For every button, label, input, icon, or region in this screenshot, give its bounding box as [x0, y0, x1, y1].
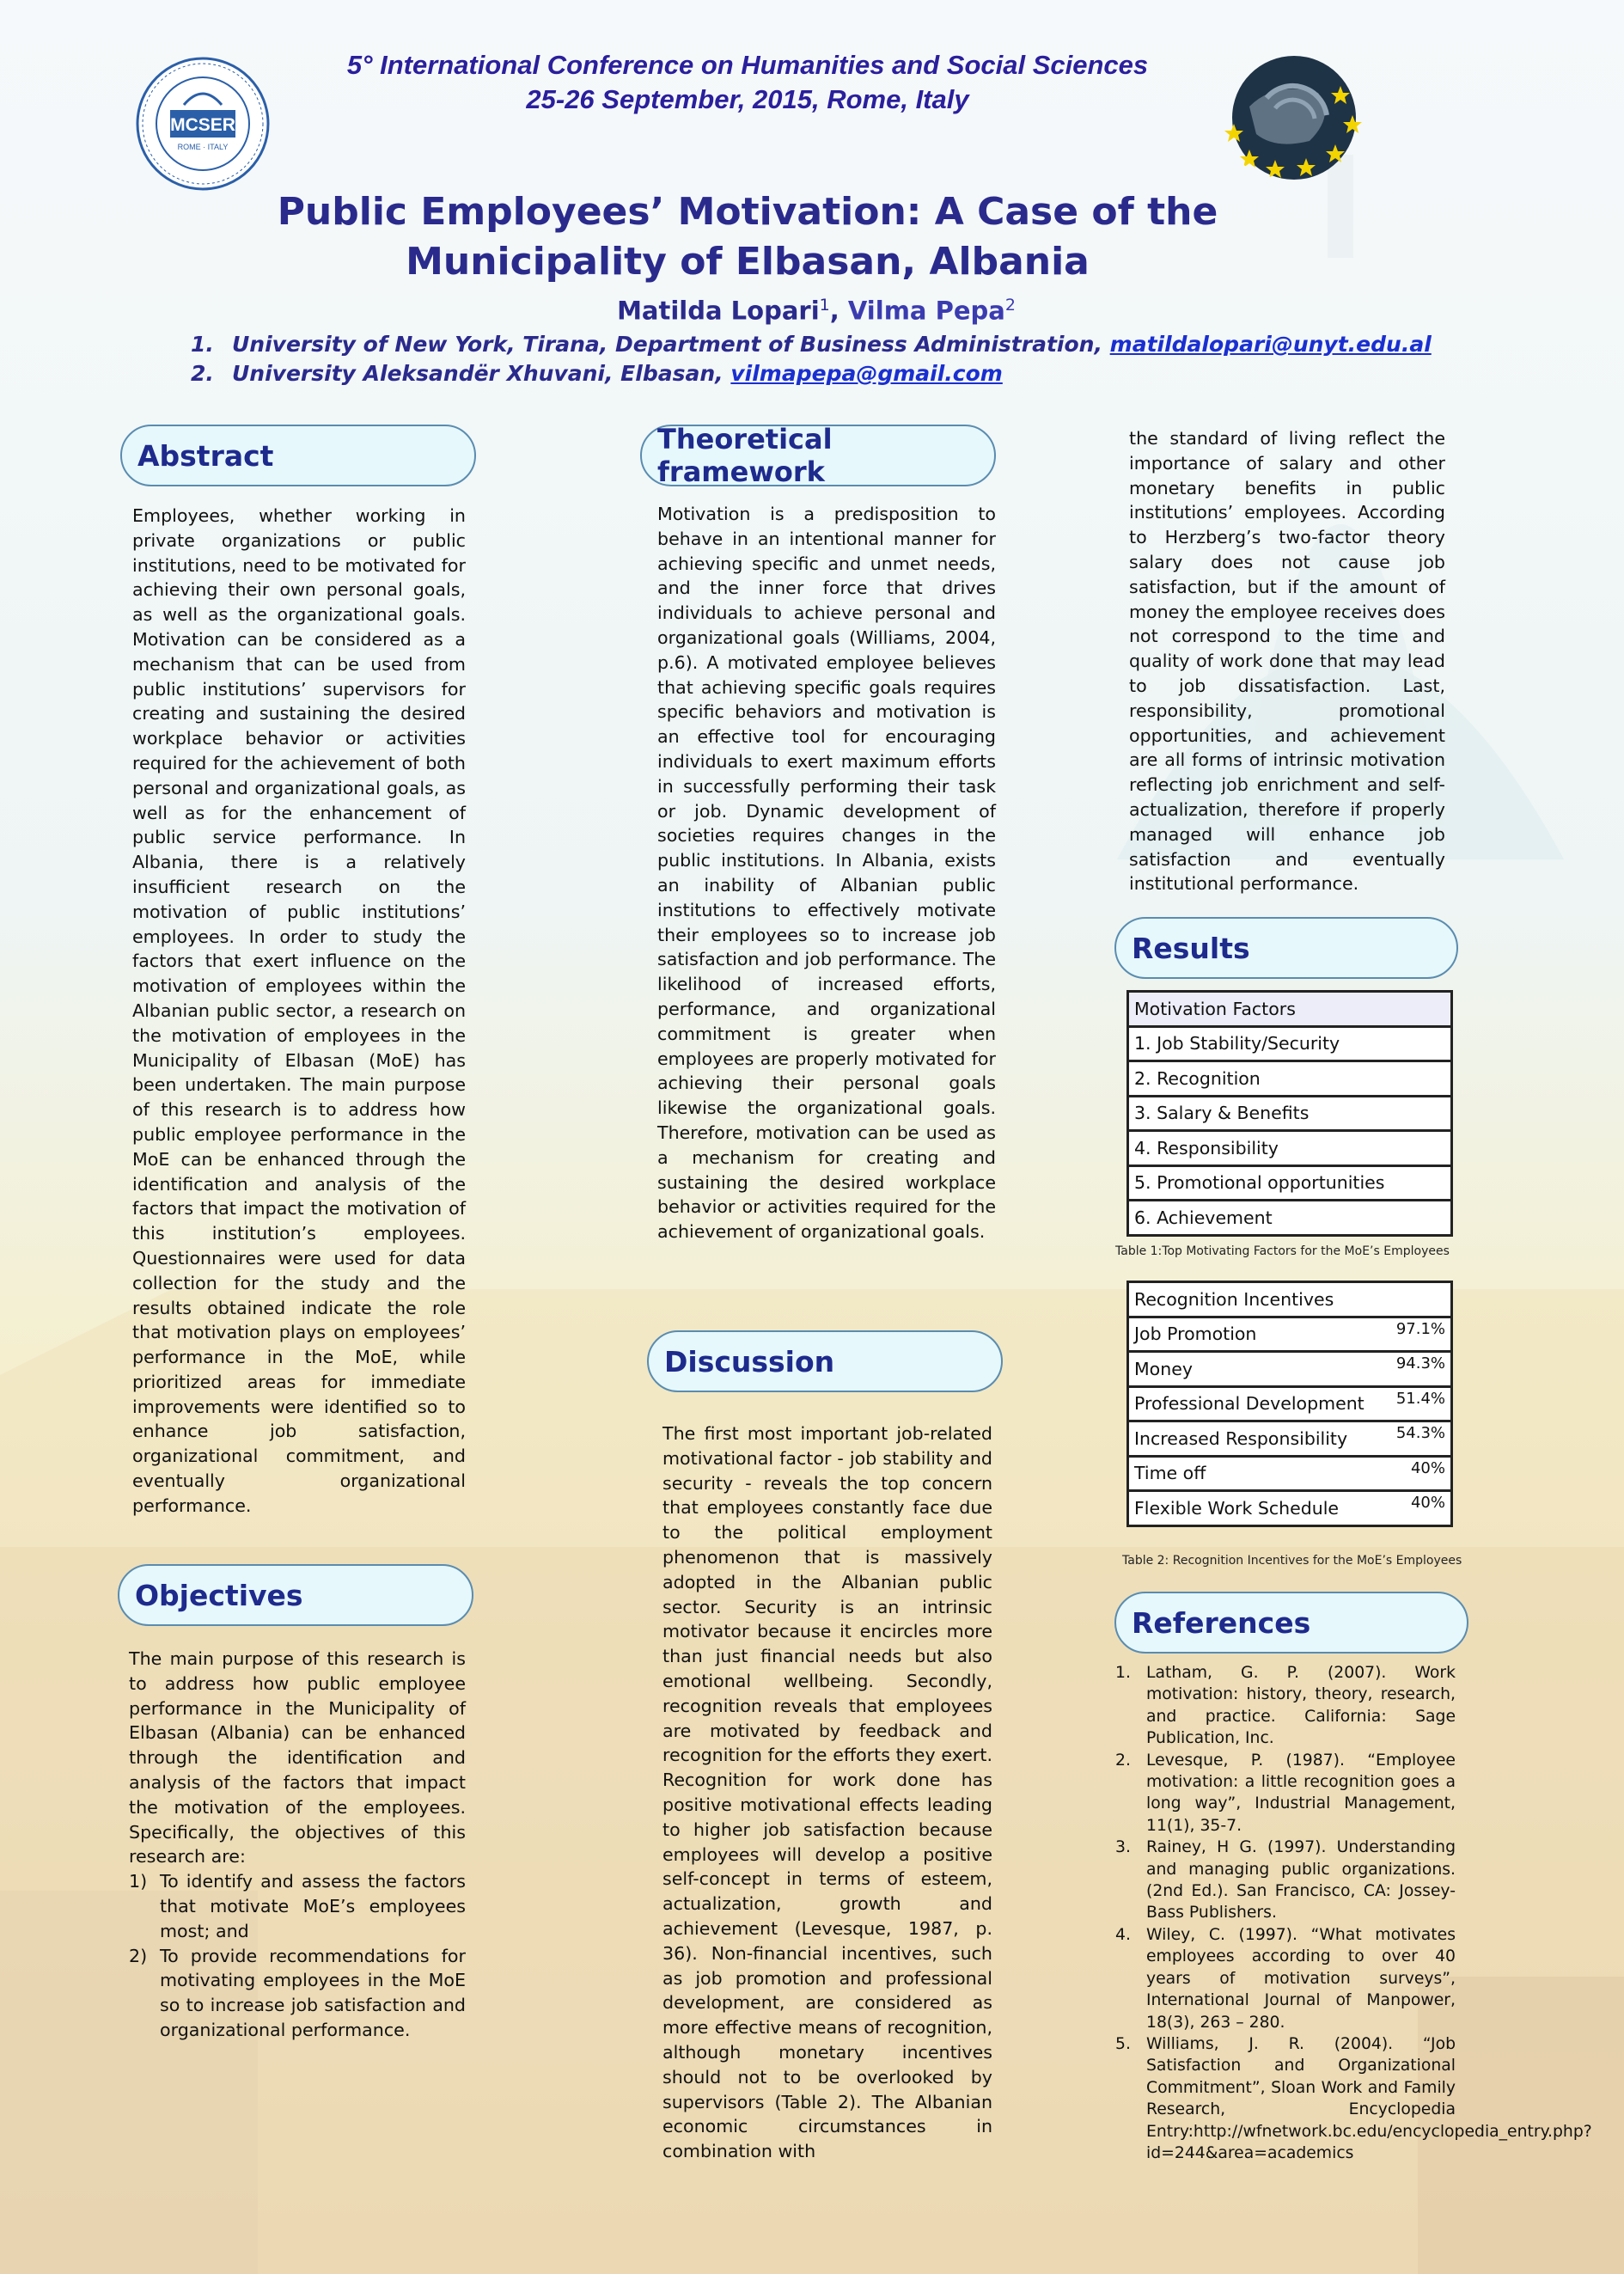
objectives-list	[129, 1869, 466, 2043]
list-item	[129, 1944, 466, 2043]
table-row	[1128, 1165, 1452, 1201]
table-cell-label: Time off	[1128, 1456, 1383, 1491]
list-item	[1115, 1750, 1456, 1837]
list-item-number: 5.	[1115, 2034, 1131, 2053]
references-list	[1115, 1662, 1592, 2164]
table-header: Motivation Factors	[1128, 992, 1452, 1027]
table-row	[1128, 1131, 1452, 1166]
list-item-text: Levesque, P. (1987). “Employee motivation: a little recognition goes a long way”, Industrial Management, 11(1), 35-7.	[1146, 1751, 1456, 1835]
table-cell: 3. Salary & Benefits	[1128, 1096, 1452, 1131]
list-item	[1115, 1924, 1456, 2033]
list-item-text: To provide recommendations for motivating employees in the MoE so to increase job satisfaction and organizational performance.	[160, 1945, 466, 2040]
affiliations	[191, 330, 1497, 388]
list-item-number: 1)	[129, 1871, 148, 1892]
table-row	[1128, 1456, 1452, 1491]
table-2-caption: Table 2: Recognition Incentives for the MoE’s Employees	[1122, 1554, 1462, 1568]
list-item-text: Latham, G. P. (2007). Work motivation: history, theory, research, and practice. California: Sage Publication, Inc.	[1146, 1664, 1456, 1748]
table-cell: 6. Achievement	[1128, 1201, 1452, 1236]
references-body	[1115, 1662, 1592, 2164]
affiliation-1-number: 1.	[191, 332, 214, 357]
abstract-text: Employees, whether working in private organizations or public institutions, need to be motivated for achieving their own personal goals, as well as the organizational goals. Motivation can be considered as a mechanism that can be used from public institutions’ supervisors for creating and sustaining the desired workplace behavior or activities required for the achievement of both personal and organizational goals, as well as for the enhancement of public service performance. In Albania, there is a relatively insufficient research on the motivation of public institutions’ employees. In order to study the factors that exert influence on the motivation of employees within the Albanian public sector, a research on the motivation of employees in the Municipality of Elbasan (MoE) has been undertaken. The main purpose of this research is to address how public employee performance in the MoE can be enhanced through the identification and analysis of the factors that impact the motivation of this institution’s employees. Questionnaires were used for data collection for the study and the results obtained indicate the role that motivation plays on employees’ performance in the MoE, while prioritized areas for immediate improvements were identified so to enhance job satisfaction, organizational commitment, and eventually organizational performance.	[132, 505, 466, 1516]
list-item-text: Wiley, C. (1997). “What motivates employees according to over 40 years of motivation surveys”, International Journal of Manpower, 18(3), 263 – 280.	[1146, 1925, 1456, 2032]
affiliation-2-number: 2.	[191, 361, 214, 386]
author-1-affiliation-number: 1	[819, 296, 830, 315]
table-row	[1128, 1491, 1452, 1526]
discussion-heading: Discussion	[647, 1330, 1003, 1392]
table-cell-value: 40%	[1383, 1491, 1452, 1526]
logo-acronym: MCSER	[170, 115, 235, 135]
authors	[430, 296, 1203, 326]
discussion-text: The first most important job-related motivational factor - job stability and security - reveals the top concern that employees constantly face due to the political employment phenomenon that is massively adopted in the Albanian public sector. Security is an intrinsic motivator because it encircles more than just financial needs but also emotional wellbeing. Secondly, recognition reveals that employees are motivated by feedback and recognition for the efforts they exert. Recognition for work done has positive motivational effects leading to higher job satisfaction because employees will develop a positive self-concept in terms of esteem, actualization, growth and achievement (Levesque, 1987, p. 36). Non-financial incentives, such as job promotion and professional development, are considered as more effective means of recognition, although monetary incentives should not to be overlooked by supervisors (Table 2). The Albanian economic circumstances in combination with	[662, 1423, 992, 2162]
table-row	[1128, 1317, 1452, 1352]
table-cell: 5. Promotional opportunities	[1128, 1165, 1452, 1201]
list-item-text: Rainey, H G. (1997). Understanding and managing public organizations. (2nd Ed.). San Francisco, CA: Jossey-Bass Publishers.	[1146, 1838, 1456, 1923]
table-cell: 2. Recognition	[1128, 1061, 1452, 1097]
table-row	[1128, 1061, 1452, 1097]
table-row	[1128, 1026, 1452, 1061]
list-item-number: 1.	[1115, 1664, 1131, 1682]
list-item-number: 2.	[1115, 1751, 1131, 1770]
objectives-heading: Objectives	[118, 1564, 473, 1626]
table-cell-value: 94.3%	[1383, 1352, 1452, 1387]
theoretical-framework-text: Motivation is a predisposition to behave in an intentional manner for achieving specific and unmet needs, and the inner force that drives individuals to achieve personal and organizational goals (Williams, 2004, p.6). A motivated employee believes that achieving specific goals requires specific behaviors and motivation is an effective tool for encouraging individuals to exert maximum efforts in successfully performing their task or job. Dynamic development of societies requires changes in the public institutions. In Albania, exists an inability of Albanian public institutions to effectively motivate their employees so to increase job satisfaction and job performance. The likelihood of increased efforts, performance, and organizational commitment is greater when employees are properly motivated for achieving their personal goals likewise the organizational goals. Therefore, motivation can be used as a mechanism for creating and sustaining the desired workplace behavior or activities required for the achievement of organizational goals.	[657, 504, 996, 1243]
list-item	[1115, 1662, 1456, 1750]
affiliation-2-text: University Aleksandër Xhuvani, Elbasan,	[232, 361, 731, 386]
author-2-affiliation-number: 2	[1004, 296, 1016, 315]
eu-globe-stars-icon	[1215, 55, 1383, 180]
poster-title	[206, 187, 1289, 287]
objectives-intro: The main purpose of this research is to address how public employee performance in the Municipality of Elbasan (Albania) can be enhanced through the identification and analysis of the factors that impact the motivation of the employees. Specifically, the objectives of this research are:	[129, 1648, 466, 1867]
list-item-number: 3.	[1115, 1838, 1131, 1857]
table-row	[1128, 1096, 1452, 1131]
list-item-number: 4.	[1115, 1925, 1131, 1944]
logo-place: ROME · ITALY	[177, 143, 229, 151]
list-item-text: To identify and assess the factors that motivate MoE’s employees most; and	[160, 1871, 466, 1941]
title-line-2: Municipality of Elbasan, Albania	[406, 240, 1090, 284]
table-1-caption: Table 1:Top Motivating Factors for the MoE’s Employees	[1115, 1244, 1450, 1258]
table-cell-label: Job Promotion	[1128, 1317, 1383, 1352]
list-item	[1115, 1837, 1456, 1924]
table-cell-label: Professional Development	[1128, 1386, 1383, 1421]
affiliation-2-email-link[interactable]: vilmapepa@gmail.com	[730, 361, 1003, 386]
list-item	[129, 1869, 466, 1943]
affiliation-1-text: University of New York, Tirana, Department of Business Administration,	[232, 332, 1110, 357]
table-row	[1128, 1352, 1452, 1387]
motivation-factors-table	[1126, 990, 1453, 1237]
list-item-number: 2)	[129, 1945, 148, 1966]
list-item	[1115, 2033, 1592, 2164]
recognition-incentives-table	[1126, 1281, 1453, 1527]
author-2-name: Vilma Pepa	[847, 296, 1005, 326]
affiliation-1	[191, 330, 1497, 359]
table-cell-value: 54.3%	[1383, 1421, 1452, 1457]
authors-separator: ,	[829, 296, 848, 326]
conference-date-place: 25-26 September, 2015, Rome, Italy	[526, 84, 969, 114]
title-line-1: Public Employees’ Motivation: A Case of the	[277, 190, 1218, 234]
table-cell-value: 40%	[1383, 1456, 1452, 1491]
affiliation-2	[191, 359, 1497, 388]
abstract-heading: Abstract	[120, 425, 476, 486]
table-cell: 1. Job Stability/Security	[1128, 1026, 1452, 1061]
conference-name: 5° International Conference on Humanities and Social Sciences	[346, 50, 1149, 80]
table-header: Recognition Incentives	[1128, 1282, 1452, 1317]
table-cell: 4. Responsibility	[1128, 1131, 1452, 1166]
table-cell-value: 51.4%	[1383, 1386, 1452, 1421]
affiliation-1-email-link[interactable]: matildalopari@unyt.edu.al	[1109, 332, 1432, 357]
references-heading: References	[1114, 1592, 1468, 1654]
conference-header	[284, 48, 1212, 117]
table-cell-value: 97.1%	[1383, 1317, 1452, 1352]
mcser-logo	[136, 57, 270, 191]
theoretical-framework-heading: Theoretical framework	[640, 425, 996, 486]
table-cell-label: Flexible Work Schedule	[1128, 1491, 1383, 1526]
author-1-name: Matilda Lopari	[617, 296, 820, 326]
discussion-continued-text: the standard of living reflect the importance of salary and other monetary benefits in public institutions’ employees. According to Herzberg’s two-factor theory salary does not cause job satisfaction, but if the amount of money the employee receives does not correspond to the time and quality of work done that may lead to job dissatisfaction. Last, responsibility, promotional opportunities, and achievement are all forms of intrinsic motivation reflecting job enrichment and self-actualization, therefore if properly managed will enhance job satisfaction and eventually institutional performance.	[1129, 428, 1445, 895]
table-row	[1128, 1201, 1452, 1236]
table-cell-label: Increased Responsibility	[1128, 1421, 1383, 1457]
objectives-body	[129, 1647, 466, 2043]
table-row	[1128, 1421, 1452, 1457]
table-cell-label: Money	[1128, 1352, 1383, 1387]
results-heading: Results	[1114, 917, 1458, 979]
table-row	[1128, 1386, 1452, 1421]
list-item-text: Williams, J. R. (2004). “Job Satisfaction and Organizational Commitment”, Sloan Work and Family Research, Encyclopedia Entry:http://wfnetwork.bc.edu/encyclopedia_entry.php?id=244&area=academics	[1146, 2034, 1592, 2162]
